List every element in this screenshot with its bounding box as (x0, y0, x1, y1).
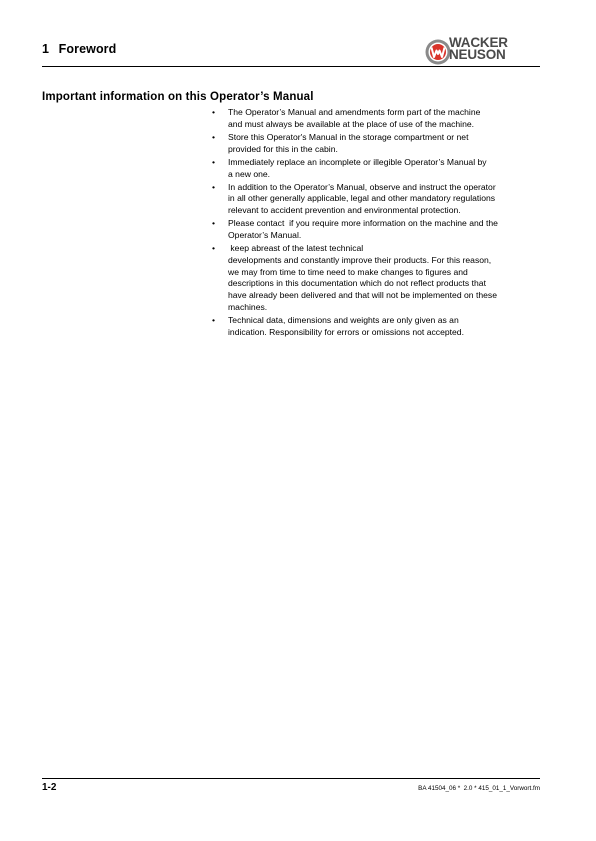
bullet-text-line: Immediately replace an incomplete or illegible Operator’s Manual by (228, 156, 487, 167)
document-reference: BA 41504_06 * 2.0 * 415_01_1_Vorwort.fm (418, 785, 540, 792)
brand-line-2: NEUSON (449, 47, 506, 62)
bullet-text-line: in all other generally applicable, legal and other mandatory regulations (228, 193, 496, 204)
bullet-icon: • (212, 107, 216, 117)
chapter-heading (42, 42, 116, 56)
list-item (212, 315, 542, 338)
bullet-text-line: The Operator’s Manual and amendments form part of the machine (228, 107, 481, 117)
chapter-title: Foreword (58, 42, 117, 56)
bullet-text-line: and must always be available at the place of use of the machine. (228, 118, 475, 129)
bullet-text-line: In addition to the Operator’s Manual, observe and instruct the operator (228, 181, 496, 192)
bullet-icon: • (212, 181, 216, 192)
brand-line-1: WACKER (449, 35, 508, 50)
bullet-icon: • (212, 314, 216, 325)
header-divider (42, 66, 540, 67)
bullet-text-line: machines. (228, 301, 268, 312)
list-item (212, 157, 542, 180)
bullet-text-line: keep abreast of the latest technical (228, 243, 364, 254)
bullet-text-line: Technical data, dimensions and weights are only given as an (228, 314, 459, 325)
bullet-text-line: Please contact if you require more information on the machine and the (228, 218, 498, 229)
bullet-list (212, 107, 542, 340)
bullet-icon: • (212, 218, 216, 229)
bullet-text-line: a new one. (228, 168, 271, 179)
bullet-text-line: provided for this in the cabin. (228, 143, 338, 154)
bullet-icon: • (212, 156, 216, 167)
bullet-text-line: Store this Operator's Manual in the storage compartment or net (228, 131, 469, 142)
bullet-text-line: descriptions in this documentation which do not reflect products that (228, 278, 486, 289)
bullet-text-line: Operator’s Manual. (228, 230, 302, 241)
bullet-icon: • (212, 131, 216, 142)
list-item (212, 243, 542, 313)
bullet-text-line: relevant to accident prevention and environmental protection. (228, 205, 461, 216)
section-heading: Important information on this Operator’s Manual (42, 91, 314, 103)
bullet-text-line: indication. Responsibility for errors or omissions not accepted. (228, 326, 464, 337)
page-number: 1-2 (42, 782, 57, 793)
bullet-text-line: developments and constantly improve their products. For this reason, (228, 254, 492, 265)
list-item (212, 182, 542, 217)
chapter-number: 1 (42, 42, 50, 56)
list-item (212, 107, 542, 130)
bullet-text-line: have already been delivered and that will not be implemented on these (228, 290, 497, 301)
brand-wordmark (449, 37, 541, 61)
footer-divider (42, 778, 540, 779)
list-item (212, 218, 542, 241)
bullet-text-line: we may from time to time need to make changes to figures and (228, 266, 468, 277)
list-item (212, 132, 542, 155)
bullet-icon: • (212, 243, 216, 254)
